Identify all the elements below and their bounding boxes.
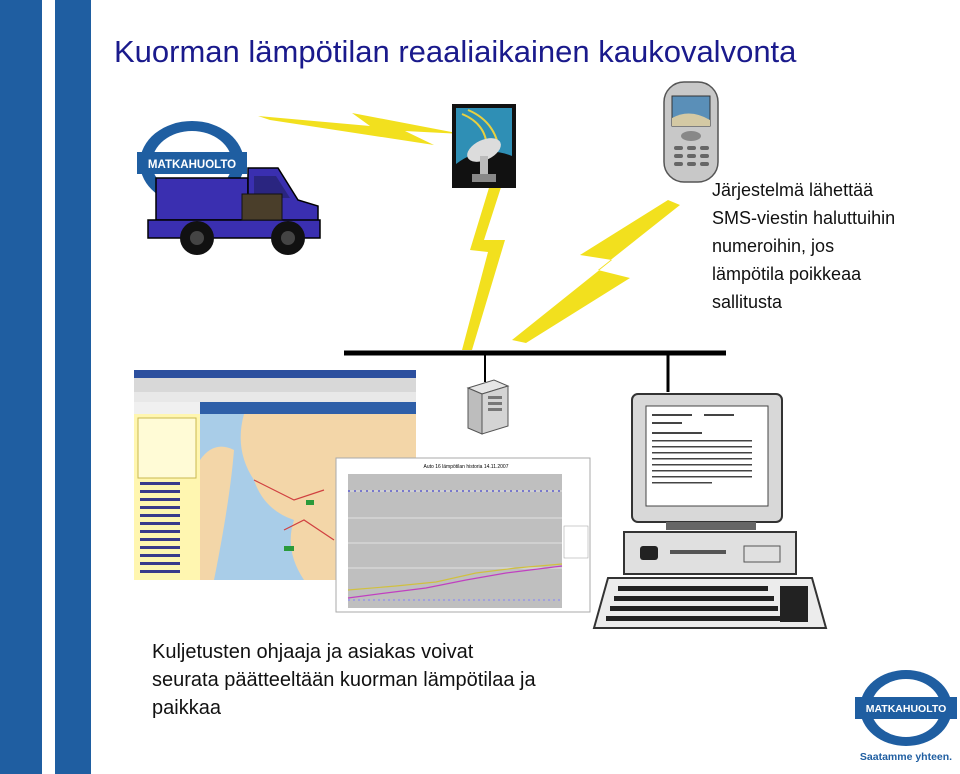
temperature-chart-screenshot	[336, 458, 590, 612]
svg-text:Auto 16 lämpötilan historia 14: Auto 16 lämpötilan historia 14.11.2007	[423, 464, 509, 470]
bottom-line: seurata päätteeltään kuorman lämpötilaa ja	[152, 669, 536, 691]
sms-line: numeroihin, jos	[712, 236, 835, 256]
server-tower-icon	[464, 380, 510, 436]
svg-text:MATKAHUOLTO: MATKAHUOLTO	[865, 703, 947, 715]
sms-description	[712, 176, 952, 316]
truck-icon	[148, 158, 323, 263]
sms-line: sallitusta	[712, 292, 783, 312]
bottom-line: paikkaa	[152, 697, 221, 719]
svg-text:MATKAHUOLTO: MATKAHUOLTO	[147, 159, 237, 171]
lightning-bolt-icon	[258, 113, 462, 145]
bottom-line: Kuljetusten ohjaaja ja asiakas voivat	[152, 641, 474, 663]
satellite-dish-icon	[452, 104, 516, 188]
sms-line: SMS-viestin haluttuihin	[712, 208, 896, 228]
sms-line: lämpötila poikkeaa	[712, 264, 862, 284]
mobile-phone-icon	[660, 80, 722, 184]
sms-line: Järjestelmä lähettää	[712, 180, 874, 200]
desktop-computer-icon	[594, 392, 826, 642]
svg-text:Saatamme yhteen.: Saatamme yhteen.	[859, 751, 953, 763]
lightning-bolt-icon	[462, 178, 505, 350]
bottom-description	[152, 638, 622, 722]
lightning-bolt-icon	[512, 200, 680, 343]
matkahuolto-logo-bottom	[855, 664, 957, 764]
page-title: Kuorman lämpötilan reaaliaikainen kaukovalvonta	[114, 34, 797, 69]
